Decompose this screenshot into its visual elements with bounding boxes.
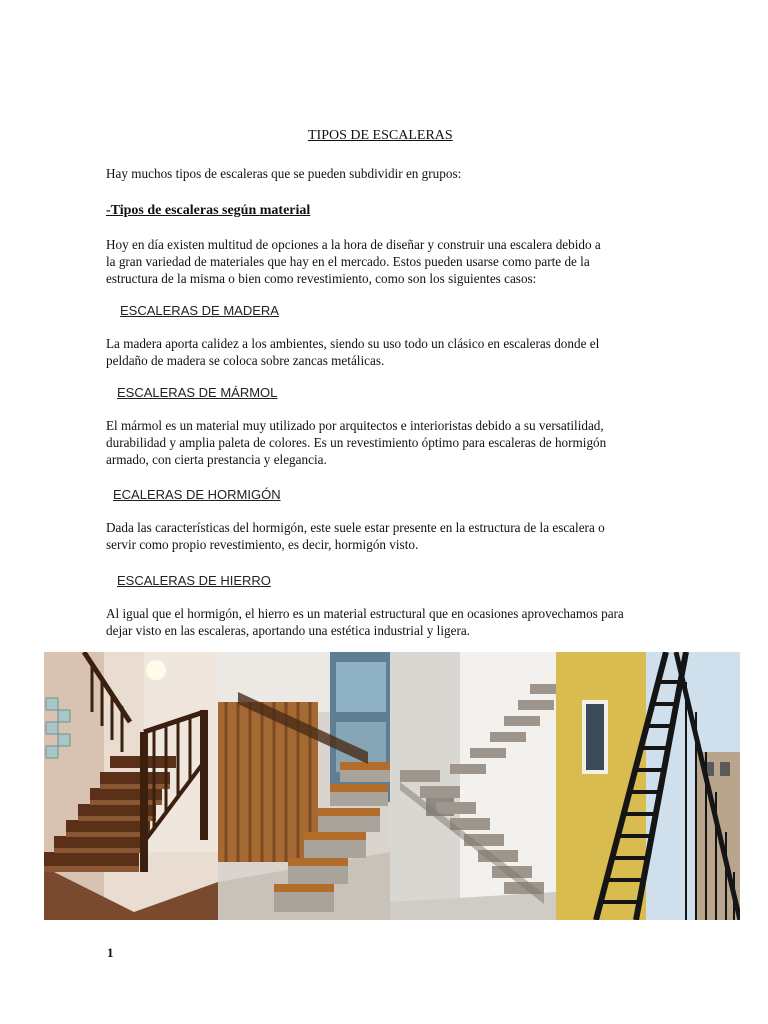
paragraph-line: La madera aporta calidez a los ambientes, siendo su uso todo un clásico en escaleras donde el: [106, 336, 600, 351]
photo-concrete-stairs: [390, 652, 556, 920]
stair-photos: [44, 652, 740, 920]
photo-marble-stairs: [218, 652, 390, 920]
paragraph-line: armado, con cierta prestancia y elegancia.: [106, 452, 327, 467]
heading-marmol: ESCALERAS DE MÁRMOL: [117, 385, 278, 400]
paragraph-line: peldaño de madera se coloca sobre zancas metálicas.: [106, 353, 385, 368]
heading-hierro: ESCALERAS DE HIERRO: [117, 573, 271, 588]
paragraph-line: dejar visto en las escaleras, aportando una estética industrial y ligera.: [106, 623, 470, 638]
intro-text: Hay muchos tipos de escaleras que se pueden subdividir en grupos:: [106, 166, 462, 181]
section-title: -Tipos de escaleras según material: [106, 203, 311, 218]
page-number: 1: [107, 945, 114, 960]
heading-madera: ESCALERAS DE MADERA: [120, 303, 279, 318]
paragraph-line: Al igual que el hormigón, el hierro es un material estructural que en ocasiones aprovechamos para: [106, 606, 624, 621]
paragraph-line: servir como propio revestimiento, es decir, hormigón visto.: [106, 537, 419, 552]
heading-hormigon: ECALERAS DE HORMIGÓN: [113, 487, 281, 502]
paragraph-line: Dada las características del hormigón, este suele estar presente en la estructura de la escalera o: [106, 520, 605, 535]
paragraph-line: durabilidad y amplia paleta de colores. Es un revestimiento óptimo para escaleras de hormigón: [106, 435, 607, 450]
section-intro-line: Hoy en día existen multitud de opciones a la hora de diseñar y construir una escalera debido a: [106, 237, 601, 252]
section-intro-line: estructura de la misma o bien como revestimiento, como son los siguientes casos:: [106, 271, 537, 286]
paragraph-line: El mármol es un material muy utilizado por arquitectos e interioristas debido a su versatilidad,: [106, 418, 604, 433]
section-intro-line: la gran variedad de materiales que hay en el mercado. Estos pueden usarse como parte de la: [106, 254, 590, 269]
page-title: TIPOS DE ESCALERAS: [308, 128, 453, 143]
photo-wood-stairs: [44, 652, 218, 920]
photo-iron-stairs: [556, 652, 740, 920]
